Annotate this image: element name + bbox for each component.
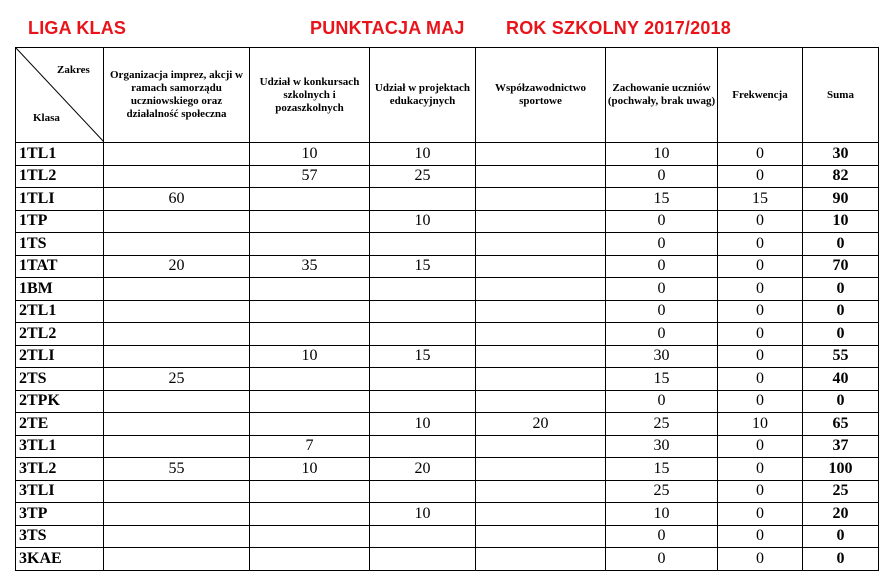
sports-cell: 20 bbox=[476, 413, 606, 436]
attendance-cell: 0 bbox=[718, 458, 803, 481]
sports-cell bbox=[476, 503, 606, 526]
events-cell bbox=[104, 323, 250, 346]
projects-cell bbox=[370, 323, 476, 346]
sports-cell bbox=[476, 323, 606, 346]
sports-cell bbox=[476, 165, 606, 188]
table-row bbox=[16, 390, 879, 413]
sum-cell: 25 bbox=[803, 480, 879, 503]
sum-cell: 0 bbox=[803, 525, 879, 548]
class-name-cell: 2TL1 bbox=[16, 300, 104, 323]
attendance-cell: 0 bbox=[718, 300, 803, 323]
contests-cell bbox=[250, 503, 370, 526]
projects-cell: 15 bbox=[370, 255, 476, 278]
attendance-cell: 15 bbox=[718, 188, 803, 211]
sports-cell bbox=[476, 345, 606, 368]
attendance-cell: 0 bbox=[718, 233, 803, 256]
sports-cell bbox=[476, 188, 606, 211]
attendance-cell: 0 bbox=[718, 368, 803, 391]
contests-cell bbox=[250, 210, 370, 233]
sum-cell: 30 bbox=[803, 143, 879, 166]
sum-cell: 70 bbox=[803, 255, 879, 278]
table-body bbox=[16, 143, 879, 571]
events-cell bbox=[104, 525, 250, 548]
sum-cell: 0 bbox=[803, 233, 879, 256]
events-cell bbox=[104, 503, 250, 526]
events-cell bbox=[104, 210, 250, 233]
class-name-cell: 2TPK bbox=[16, 390, 104, 413]
class-name-cell: 1TL1 bbox=[16, 143, 104, 166]
projects-cell: 10 bbox=[370, 143, 476, 166]
sports-cell bbox=[476, 458, 606, 481]
behaviour-cell: 0 bbox=[606, 210, 718, 233]
sum-cell: 37 bbox=[803, 435, 879, 458]
events-cell bbox=[104, 480, 250, 503]
sum-cell: 20 bbox=[803, 503, 879, 526]
class-name-cell: 1TLI bbox=[16, 188, 104, 211]
class-name-cell: 3TS bbox=[16, 525, 104, 548]
column-header-events: Organizacja imprez, akcji w ramach samorządu uczniowskiego oraz działalność społeczna bbox=[104, 48, 250, 143]
behaviour-cell: 0 bbox=[606, 278, 718, 301]
contests-cell: 7 bbox=[250, 435, 370, 458]
behaviour-cell: 15 bbox=[606, 188, 718, 211]
class-name-cell: 2TLI bbox=[16, 345, 104, 368]
column-header-behaviour: Zachowanie uczniów (pochwały, brak uwag) bbox=[606, 48, 718, 143]
sum-cell: 90 bbox=[803, 188, 879, 211]
sum-cell: 0 bbox=[803, 323, 879, 346]
corner-label-zakres: Zakres bbox=[57, 64, 90, 76]
corner-header bbox=[16, 48, 104, 143]
events-cell: 55 bbox=[104, 458, 250, 481]
behaviour-cell: 0 bbox=[606, 233, 718, 256]
attendance-cell: 0 bbox=[718, 278, 803, 301]
contests-cell bbox=[250, 480, 370, 503]
table-row bbox=[16, 458, 879, 481]
sum-cell: 0 bbox=[803, 300, 879, 323]
contests-cell: 35 bbox=[250, 255, 370, 278]
table-row bbox=[16, 278, 879, 301]
sports-cell bbox=[476, 480, 606, 503]
table-row bbox=[16, 255, 879, 278]
events-cell bbox=[104, 548, 250, 571]
behaviour-cell: 25 bbox=[606, 480, 718, 503]
table-row bbox=[16, 165, 879, 188]
class-name-cell: 1TP bbox=[16, 210, 104, 233]
projects-cell bbox=[370, 548, 476, 571]
class-name-cell: 2TS bbox=[16, 368, 104, 391]
events-cell bbox=[104, 233, 250, 256]
attendance-cell: 0 bbox=[718, 323, 803, 346]
events-cell: 20 bbox=[104, 255, 250, 278]
projects-cell bbox=[370, 300, 476, 323]
sum-cell: 82 bbox=[803, 165, 879, 188]
table-row bbox=[16, 413, 879, 436]
sports-cell bbox=[476, 210, 606, 233]
projects-cell: 10 bbox=[370, 503, 476, 526]
projects-cell: 15 bbox=[370, 345, 476, 368]
sum-cell: 0 bbox=[803, 390, 879, 413]
events-cell bbox=[104, 435, 250, 458]
column-header-sports: Współzawodnictwo sportowe bbox=[476, 48, 606, 143]
table-row bbox=[16, 188, 879, 211]
behaviour-cell: 10 bbox=[606, 143, 718, 166]
table-row bbox=[16, 480, 879, 503]
projects-cell bbox=[370, 390, 476, 413]
attendance-cell: 0 bbox=[718, 435, 803, 458]
league-title: LIGA KLAS bbox=[28, 18, 127, 38]
sum-cell: 65 bbox=[803, 413, 879, 436]
behaviour-cell: 0 bbox=[606, 165, 718, 188]
behaviour-cell: 15 bbox=[606, 458, 718, 481]
class-name-cell: 1TS bbox=[16, 233, 104, 256]
class-name-cell: 2TL2 bbox=[16, 323, 104, 346]
contests-cell bbox=[250, 525, 370, 548]
sum-cell: 0 bbox=[803, 278, 879, 301]
table-row bbox=[16, 368, 879, 391]
contests-cell bbox=[250, 548, 370, 571]
contests-cell: 10 bbox=[250, 143, 370, 166]
behaviour-cell: 30 bbox=[606, 345, 718, 368]
sports-cell bbox=[476, 300, 606, 323]
sports-cell bbox=[476, 278, 606, 301]
table-row bbox=[16, 300, 879, 323]
diagonal-divider bbox=[16, 48, 104, 142]
behaviour-cell: 30 bbox=[606, 435, 718, 458]
contests-cell bbox=[250, 233, 370, 256]
corner-label-klasa: Klasa bbox=[33, 112, 60, 124]
table-row bbox=[16, 503, 879, 526]
column-header-sum: Suma bbox=[803, 48, 879, 143]
sum-cell: 40 bbox=[803, 368, 879, 391]
attendance-cell: 0 bbox=[718, 345, 803, 368]
table-row bbox=[16, 210, 879, 233]
projects-cell bbox=[370, 435, 476, 458]
column-header-contests: Udział w konkursach szkolnych i pozaszkolnych bbox=[250, 48, 370, 143]
class-name-cell: 1TL2 bbox=[16, 165, 104, 188]
table-row bbox=[16, 345, 879, 368]
league-score-table bbox=[15, 47, 879, 571]
behaviour-cell: 0 bbox=[606, 548, 718, 571]
table-row bbox=[16, 233, 879, 256]
attendance-cell: 0 bbox=[718, 210, 803, 233]
table-row bbox=[16, 323, 879, 346]
projects-cell bbox=[370, 480, 476, 503]
contests-cell bbox=[250, 368, 370, 391]
table-row bbox=[16, 435, 879, 458]
sports-cell bbox=[476, 390, 606, 413]
contests-cell bbox=[250, 300, 370, 323]
events-cell bbox=[104, 143, 250, 166]
column-header-attendance: Frekwencja bbox=[718, 48, 803, 143]
class-name-cell: 1BM bbox=[16, 278, 104, 301]
sports-cell bbox=[476, 255, 606, 278]
events-cell bbox=[104, 300, 250, 323]
sum-cell: 10 bbox=[803, 210, 879, 233]
attendance-cell: 0 bbox=[718, 548, 803, 571]
behaviour-cell: 0 bbox=[606, 525, 718, 548]
contests-cell bbox=[250, 390, 370, 413]
contests-cell: 10 bbox=[250, 345, 370, 368]
contests-cell bbox=[250, 413, 370, 436]
behaviour-cell: 0 bbox=[606, 323, 718, 346]
column-header-projects: Udział w projektach edukacyjnych bbox=[370, 48, 476, 143]
table-row bbox=[16, 143, 879, 166]
projects-cell: 25 bbox=[370, 165, 476, 188]
attendance-cell: 0 bbox=[718, 255, 803, 278]
attendance-cell: 0 bbox=[718, 480, 803, 503]
attendance-cell: 10 bbox=[718, 413, 803, 436]
month-title: PUNKTACJA MAJ bbox=[310, 18, 465, 38]
attendance-cell: 0 bbox=[718, 165, 803, 188]
sports-cell bbox=[476, 368, 606, 391]
projects-cell bbox=[370, 233, 476, 256]
class-name-cell: 2TE bbox=[16, 413, 104, 436]
class-name-cell: 3TL2 bbox=[16, 458, 104, 481]
projects-cell bbox=[370, 525, 476, 548]
events-cell bbox=[104, 165, 250, 188]
events-cell: 60 bbox=[104, 188, 250, 211]
table-row bbox=[16, 548, 879, 571]
events-cell bbox=[104, 345, 250, 368]
attendance-cell: 0 bbox=[718, 525, 803, 548]
contests-cell: 10 bbox=[250, 458, 370, 481]
sports-cell bbox=[476, 435, 606, 458]
behaviour-cell: 15 bbox=[606, 368, 718, 391]
events-cell: 25 bbox=[104, 368, 250, 391]
sports-cell bbox=[476, 548, 606, 571]
class-name-cell: 3TLI bbox=[16, 480, 104, 503]
table-header-row bbox=[16, 48, 879, 143]
table-row bbox=[16, 525, 879, 548]
contests-cell: 57 bbox=[250, 165, 370, 188]
events-cell bbox=[104, 278, 250, 301]
projects-cell bbox=[370, 188, 476, 211]
attendance-cell: 0 bbox=[718, 143, 803, 166]
projects-cell: 20 bbox=[370, 458, 476, 481]
projects-cell: 10 bbox=[370, 413, 476, 436]
behaviour-cell: 0 bbox=[606, 255, 718, 278]
school-year-title: ROK SZKOLNY 2017/2018 bbox=[506, 18, 731, 38]
projects-cell: 10 bbox=[370, 210, 476, 233]
attendance-cell: 0 bbox=[718, 503, 803, 526]
behaviour-cell: 25 bbox=[606, 413, 718, 436]
projects-cell bbox=[370, 278, 476, 301]
behaviour-cell: 0 bbox=[606, 300, 718, 323]
class-name-cell: 3TL1 bbox=[16, 435, 104, 458]
class-name-cell: 3KAE bbox=[16, 548, 104, 571]
sum-cell: 100 bbox=[803, 458, 879, 481]
sports-cell bbox=[476, 233, 606, 256]
sum-cell: 0 bbox=[803, 548, 879, 571]
attendance-cell: 0 bbox=[718, 390, 803, 413]
sports-cell bbox=[476, 143, 606, 166]
contests-cell bbox=[250, 278, 370, 301]
sum-cell: 55 bbox=[803, 345, 879, 368]
events-cell bbox=[104, 390, 250, 413]
contests-cell bbox=[250, 323, 370, 346]
behaviour-cell: 0 bbox=[606, 390, 718, 413]
events-cell bbox=[104, 413, 250, 436]
projects-cell bbox=[370, 368, 476, 391]
behaviour-cell: 10 bbox=[606, 503, 718, 526]
class-name-cell: 1TAT bbox=[16, 255, 104, 278]
sports-cell bbox=[476, 525, 606, 548]
class-name-cell: 3TP bbox=[16, 503, 104, 526]
contests-cell bbox=[250, 188, 370, 211]
